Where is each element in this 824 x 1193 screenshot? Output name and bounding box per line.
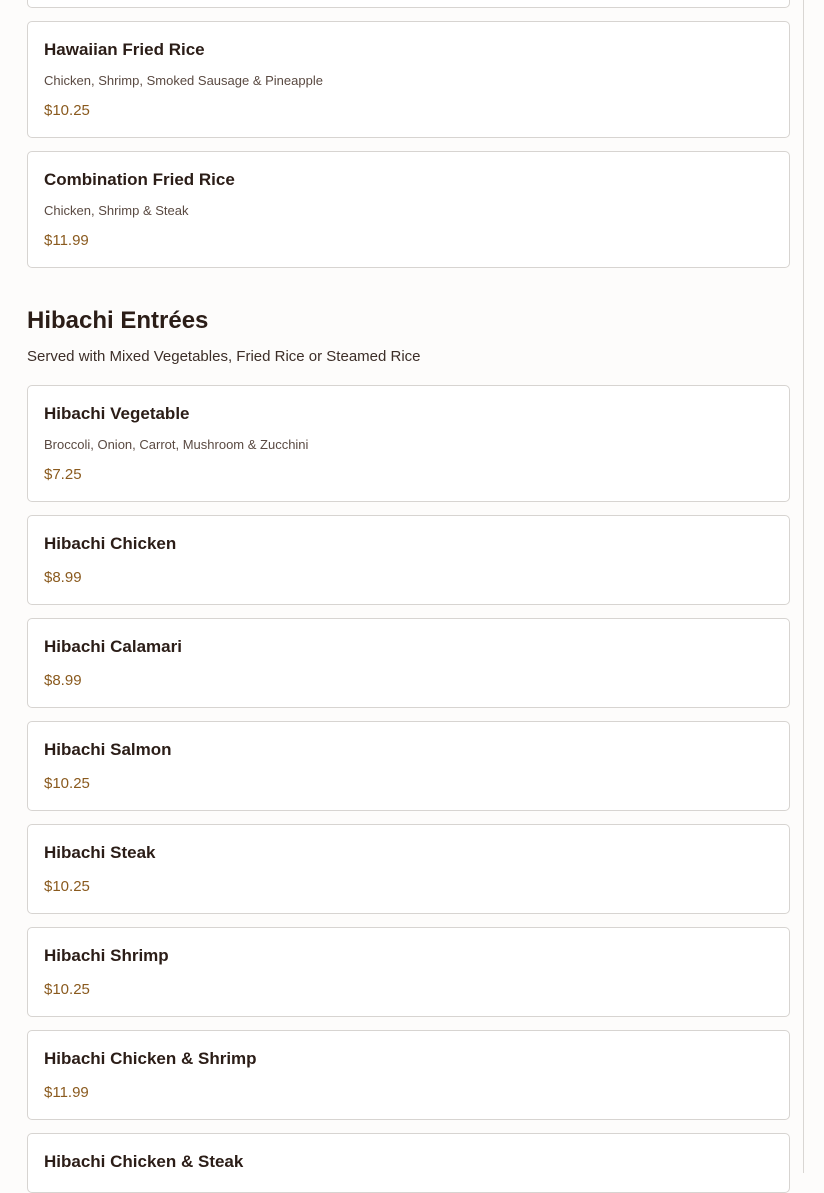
menu-item-name: Hibachi Steak	[44, 843, 156, 862]
menu-item-name: Hibachi Chicken & Steak	[44, 1152, 244, 1171]
menu-item-card[interactable]	[27, 151, 790, 268]
menu-item-name: Hibachi Shrimp	[44, 946, 169, 965]
section-title: Hibachi Entrées	[27, 307, 209, 334]
menu-item-price: $11.99	[44, 1084, 89, 1101]
menu-item-card[interactable]	[27, 824, 790, 914]
menu-item-description: Chicken, Shrimp & Steak	[44, 203, 189, 218]
menu-item-card[interactable]	[27, 515, 790, 605]
menu-item-card[interactable]	[27, 1133, 790, 1193]
menu-item-name: Hibachi Chicken & Shrimp	[44, 1049, 257, 1068]
menu-item-card[interactable]	[27, 21, 790, 138]
menu-item-card-partial[interactable]	[27, 0, 790, 8]
menu-item-description: Broccoli, Onion, Carrot, Mushroom & Zucchini	[44, 437, 309, 452]
menu-item-card[interactable]	[27, 927, 790, 1017]
menu-item-name: Hibachi Calamari	[44, 637, 182, 656]
menu-item-card[interactable]	[27, 1030, 790, 1120]
menu-item-price: $10.25	[44, 981, 90, 998]
menu-item-name: Hibachi Chicken	[44, 534, 177, 553]
menu-item-name: Hawaiian Fried Rice	[44, 40, 205, 59]
menu-item-price: $7.25	[44, 466, 82, 483]
menu-item-card[interactable]	[27, 618, 790, 708]
menu-item-name: Hibachi Salmon	[44, 740, 172, 759]
menu-item-price: $10.25	[44, 102, 90, 119]
menu-item-price: $10.25	[44, 878, 90, 895]
menu-item-price: $8.99	[44, 672, 82, 689]
menu-item-card[interactable]	[27, 385, 790, 502]
section-subtitle: Served with Mixed Vegetables, Fried Rice or Steamed Rice	[27, 348, 421, 365]
menu-item-price: $8.99	[44, 569, 82, 586]
menu-item-name: Combination Fried Rice	[44, 170, 235, 189]
menu-item-price: $11.99	[44, 232, 89, 249]
menu-item-card[interactable]	[27, 721, 790, 811]
menu-item-description: Chicken, Shrimp, Smoked Sausage & Pineapple	[44, 73, 323, 88]
menu-item-price: $10.25	[44, 775, 90, 792]
menu-item-name: Hibachi Vegetable	[44, 404, 190, 423]
